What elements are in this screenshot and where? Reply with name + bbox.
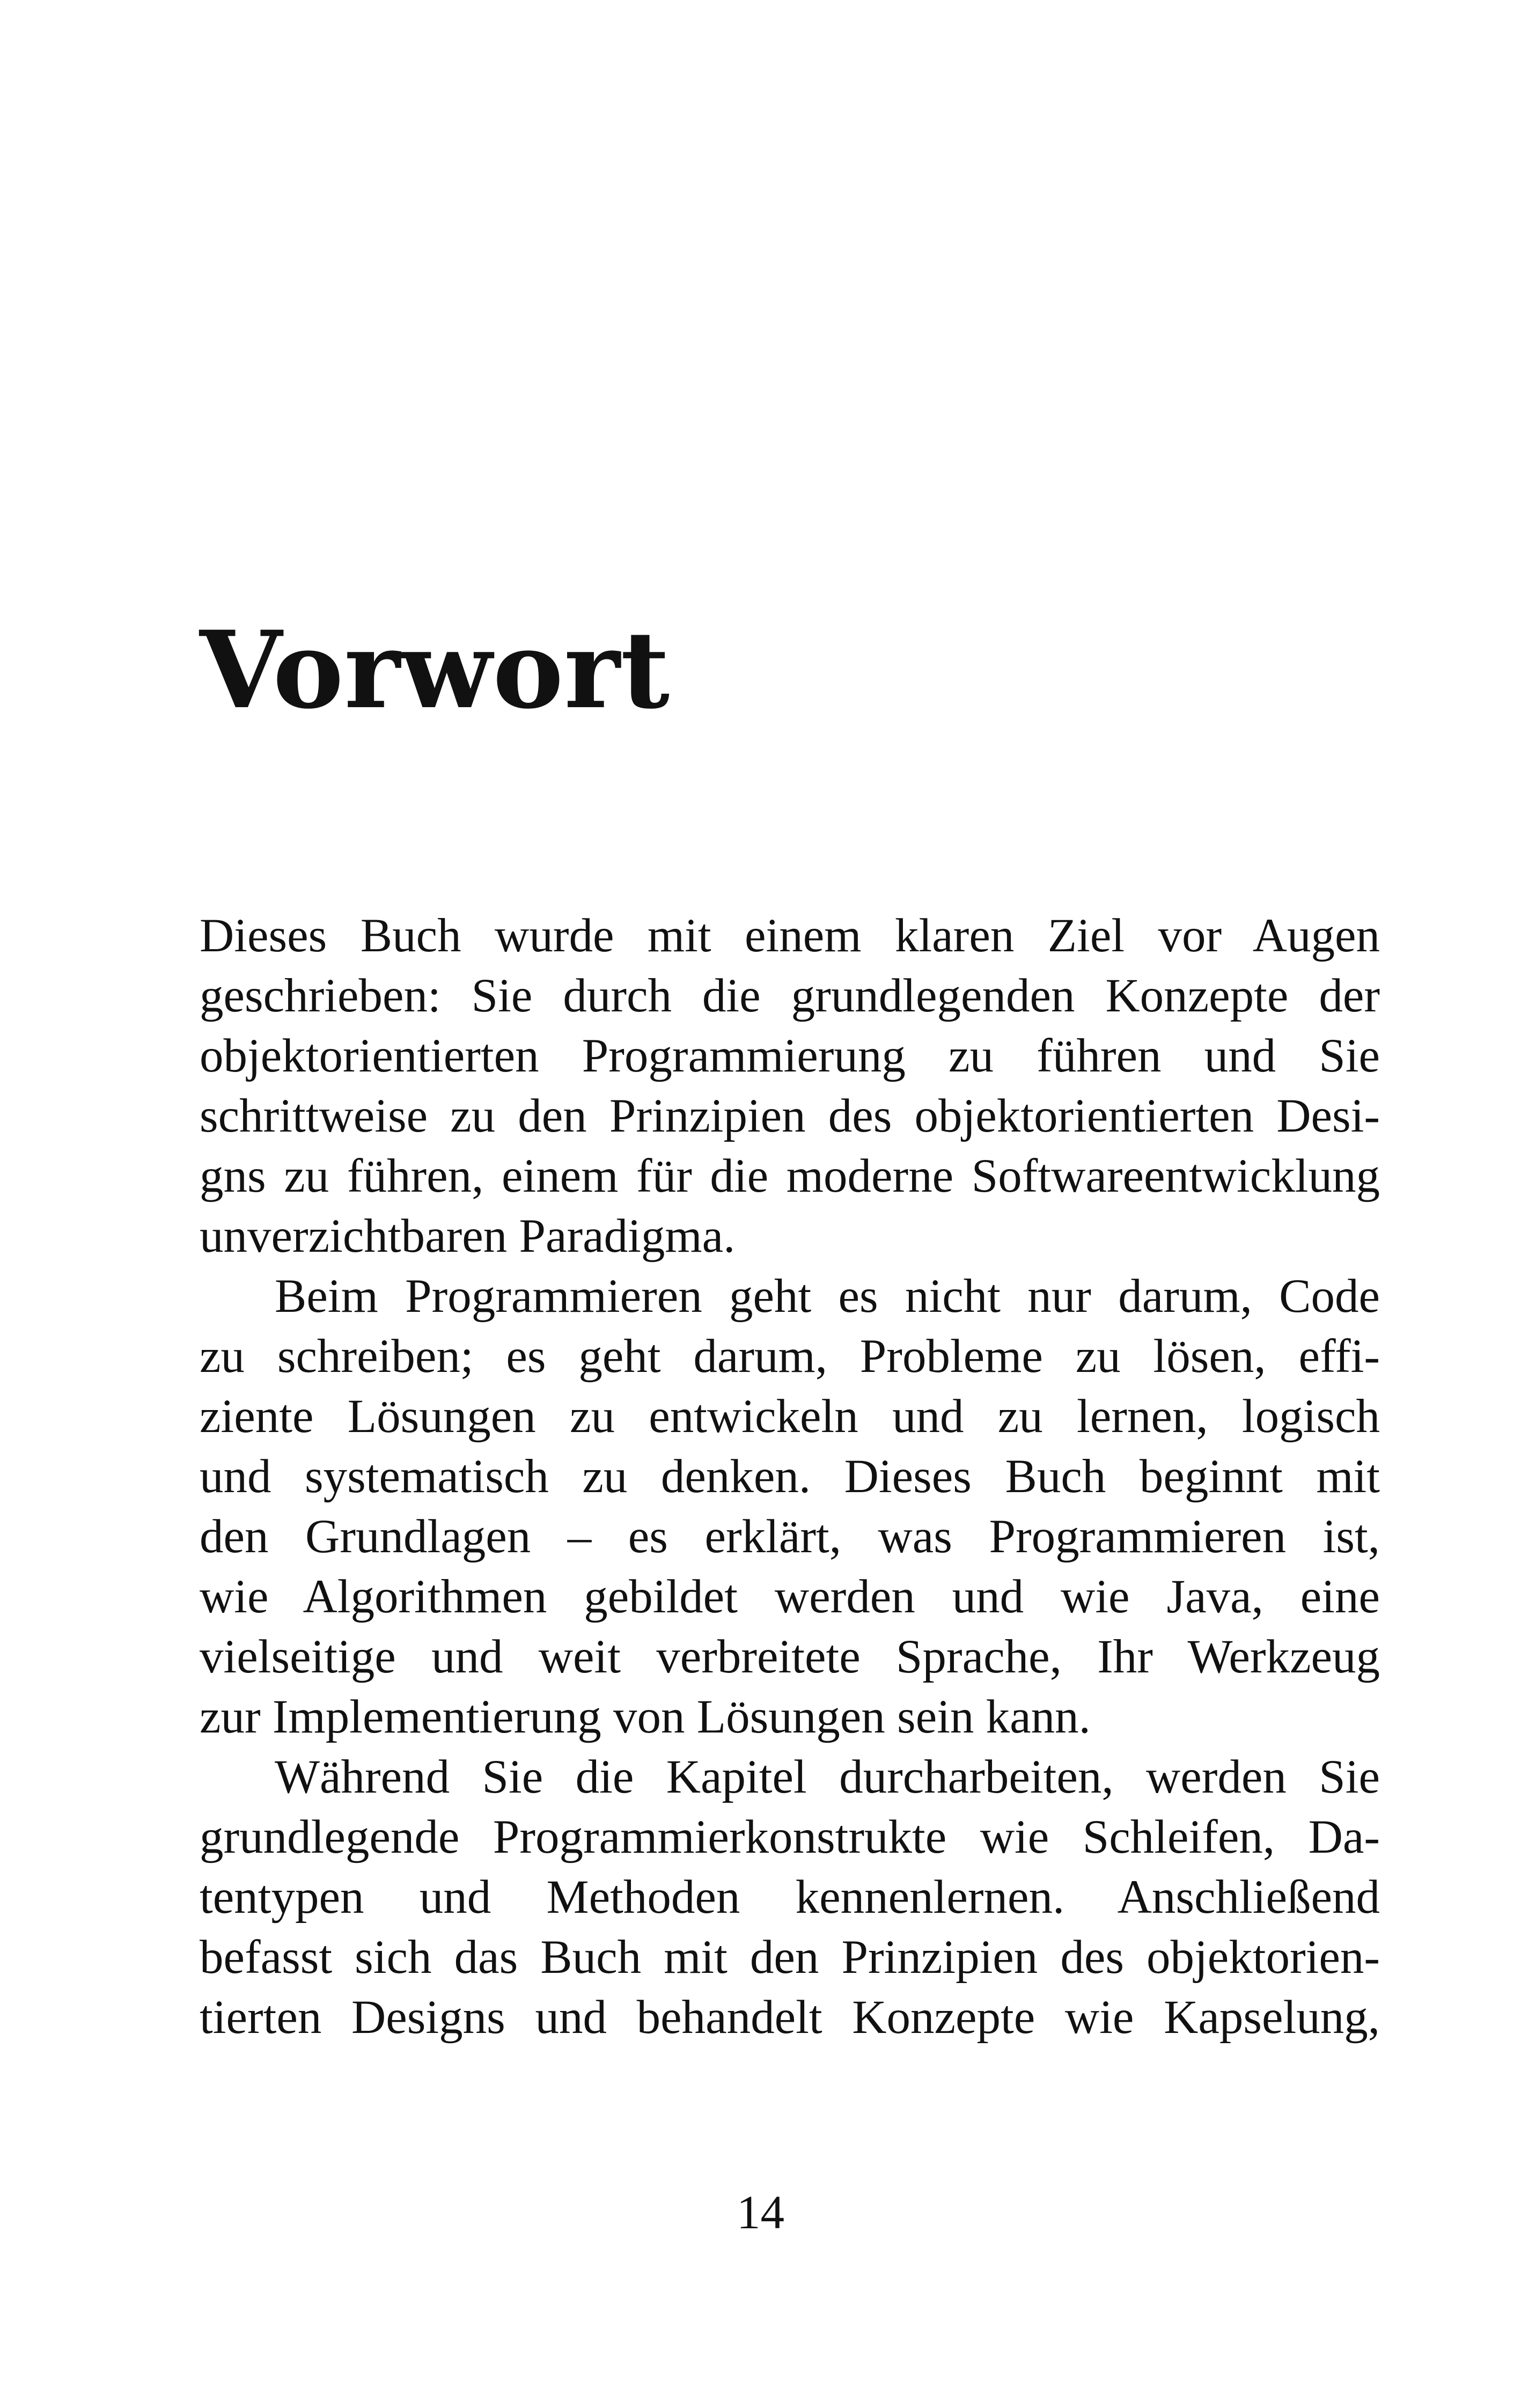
body-text	[200, 906, 1380, 2047]
text-line: schrittweise zu den Prinzipien des objektorientierten Desi-	[200, 1090, 1380, 1142]
text-line: und systematisch zu denken. Dieses Buch beginnt mit	[200, 1450, 1380, 1503]
text-line: wie Algorithmen gebildet werden und wie Java, eine	[200, 1570, 1380, 1623]
text-line: Beim Programmieren geht es nicht nur darum, Code	[275, 1270, 1380, 1323]
text-line: geschrieben: Sie durch die grundlegenden Konzepte der	[200, 970, 1380, 1022]
text-line: Während Sie die Kapitel durcharbeiten, werden Sie	[275, 1751, 1380, 1803]
text-line: unverzichtbaren Paradigma.	[200, 1210, 736, 1262]
chapter-title: Vorwort	[200, 607, 671, 732]
text-line: ziente Lösungen zu entwickeln und zu lernen, logisch	[200, 1390, 1380, 1443]
text-line: zur Implementierung von Lösungen sein kann.	[200, 1691, 1091, 1743]
page-number: 14	[737, 2186, 784, 2239]
text-line: den Grundlagen – es erklärt, was Programmieren ist,	[200, 1510, 1380, 1563]
text-line: zu schreiben; es geht darum, Probleme zu lösen, effi-	[200, 1330, 1380, 1383]
paragraph	[200, 906, 1380, 1266]
text-line: tierten Designs und behandelt Konzepte wie Kapselung,	[200, 1991, 1380, 2044]
paragraph	[200, 1266, 1380, 1747]
text-line: grundlegende Programmierkonstrukte wie Schleifen, Da-	[200, 1811, 1380, 1863]
text-line: vielseitige und weit verbreitete Sprache, Ihr Werkzeug	[200, 1631, 1380, 1683]
text-line: gns zu führen, einem für die moderne Softwareentwicklung	[200, 1150, 1380, 1202]
text-line: befasst sich das Buch mit den Prinzipien des objektorien-	[200, 1931, 1380, 1984]
text-line: Dieses Buch wurde mit einem klaren Ziel vor Augen	[200, 909, 1380, 962]
text-line: tentypen und Methoden kennenlernen. Anschließend	[200, 1871, 1380, 1924]
paragraph	[200, 1747, 1380, 2047]
text-line: objektorientierten Programmierung zu führen und Sie	[200, 1030, 1380, 1082]
